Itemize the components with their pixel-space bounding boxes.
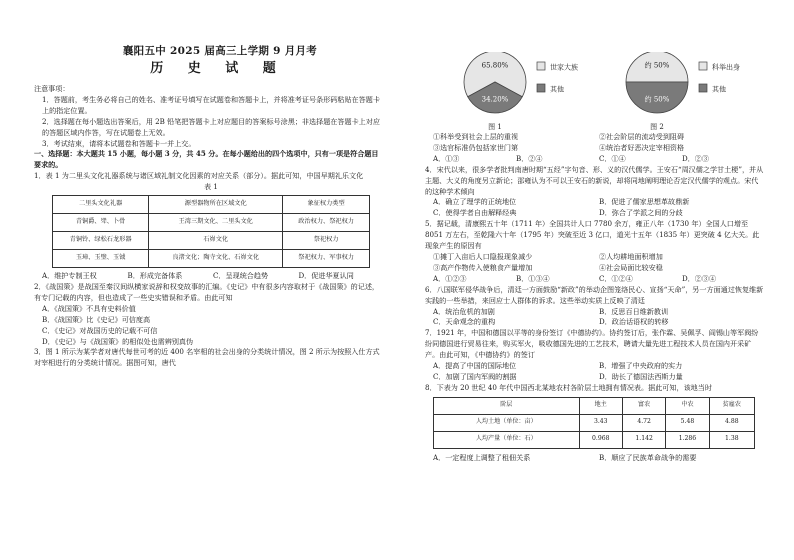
figure-label: 图 2 [650, 123, 664, 131]
pie-value-label: 约 50% [644, 61, 670, 70]
table-cell: 贫雇农 [709, 397, 754, 414]
option[interactable]: A．维护专制王权 [42, 271, 97, 281]
table-row [434, 397, 755, 414]
option[interactable]: D．弥合了学派之间的分歧 [599, 208, 683, 218]
option[interactable]: A．一定程度上调整了租佃关系 [433, 452, 531, 462]
table-row [53, 250, 370, 268]
table-cell: 富农 [622, 397, 665, 414]
statement: ②社会阶层的流动受到阻碍 [599, 132, 685, 141]
option[interactable]: C．使得学者自由解释经典 [433, 208, 517, 218]
exam-subject-title: 历 史 试 题 [150, 61, 286, 76]
legend-label: 科举出身 [712, 63, 740, 72]
right-column [425, 52, 765, 464]
pie-value-label: 65.80% [481, 61, 509, 70]
option[interactable]: C．①④ [599, 153, 626, 163]
option[interactable]: B．《战国策》比《史记》可信度高 [42, 314, 151, 324]
table-cell: 二里头文化礼器 [53, 196, 149, 214]
question-6-options [425, 307, 765, 329]
pie-value-label: 34.20% [481, 95, 509, 104]
statement: ③高产作物传入使粮食产量增加 [433, 262, 533, 272]
legend-swatch [537, 84, 545, 92]
table-8 [433, 397, 755, 449]
legend-swatch [699, 62, 707, 70]
question-1-options [34, 271, 384, 282]
left-column [34, 44, 384, 369]
table-cell: 5.48 [666, 414, 709, 431]
question-4-stem: 4．宋代以来，很多学者批判南唐时期“五经”字句音、形、义的汉代儒学。王安石“周汉儒之学甘土梗”，并从主题、大义的角度另立新论；邵雍认为不可以王安石的新说，却将同地阐明理论否定汉代儒学的观点。宋代的这种学术倾向 [425, 164, 764, 196]
notice-item: 3．考试结束，请将本试题卷和答题卡一并上交。 [42, 138, 196, 148]
notice-heading: 注意事项： [34, 84, 70, 93]
option[interactable]: C．①②④ [599, 273, 633, 283]
question-8-stem: 8．下表为 20 世纪 40 年代中国西北某地农村各阶层土地拥有情况表。据此可知，该地当时 [425, 382, 712, 392]
table-cell: 象征权力类型 [283, 196, 370, 214]
table-cell: 人均土地（单位：亩） [434, 414, 580, 431]
option[interactable]: A．提高了中国的国际地位 [433, 361, 517, 371]
option[interactable]: B．②④ [516, 153, 543, 163]
table-cell: 祭祀权力、军事权力 [283, 250, 370, 268]
option[interactable]: A．确立了理学的正统地位 [433, 197, 517, 207]
option[interactable]: C．呈现统合趋势 [213, 271, 269, 281]
option[interactable]: B．促进了儒家思想革故鼎新 [599, 197, 690, 207]
pie-charts [425, 52, 765, 132]
question-7-options [425, 361, 765, 383]
table-1-caption: 表 1 [204, 183, 218, 192]
question-4-options [425, 197, 765, 219]
statement: ③选官标准仍包括家世门第 [433, 142, 519, 152]
table-cell: 4.72 [622, 414, 665, 431]
question-7-stem: 7．1921 年，中国和德国以平等的身份签订《中德协约》。协约签订后，张作霖、吴佩孚、阎锡山等军阀纷纷同德国进行贸易往来，购买军火，吸收德国先进的工艺技术，聘请大量先进工程技术人员在国内开采矿产。由此可知，《中德协约》的签订 [425, 328, 759, 360]
option[interactable]: A．统治危机的加剧 [433, 306, 495, 316]
legend-label: 其他 [712, 85, 726, 94]
question-3-statements [425, 132, 765, 154]
table-cell: 1.142 [622, 431, 665, 448]
question-3-options [425, 154, 765, 165]
question-1-stem: 1．表 1 为二里头文化礼器系统与诸区域礼制文化因素的对应关系（部分）。据此可知，中国早期礼乐文化 [34, 171, 364, 181]
table-cell: 阶层 [434, 397, 580, 414]
option[interactable]: D．政治话语权的转移 [599, 317, 669, 327]
legend-label: 其他 [550, 85, 564, 94]
table-cell: 良渚文化；陶寺文化、石峁文化 [149, 250, 283, 268]
statement: ①摊丁入亩后人口隐报现象减少 [433, 251, 533, 261]
option[interactable]: B．增强了中央政府的实力 [599, 361, 683, 371]
table-cell: 祭祀权力 [283, 232, 370, 250]
table-cell: 0.968 [579, 431, 622, 448]
statement: ④统治者好恶决定宰相资格 [599, 142, 685, 152]
option[interactable]: C．加剧了国内军阀的割据 [433, 371, 517, 381]
table-cell: 人均产量（单位：石） [434, 431, 580, 448]
pie-value-label: 约 50% [644, 95, 670, 104]
figure-label: 图 1 [488, 123, 502, 131]
statement: ②人均耕地面积增加 [599, 251, 663, 261]
table-cell: 1.38 [709, 431, 754, 448]
question-6-stem: 6．八国联军侵华战争后，清廷一方面鼓励“新政”的举动企图笼络民心、宣扬“天命”，另一方面通过恢复维新实践的一些举措，来回应士人群体的诉求。这些举动实质上反映了清廷 [425, 284, 764, 305]
question-8-options [425, 453, 765, 464]
table-row [53, 232, 370, 250]
table-cell: 地主 [579, 397, 622, 414]
table-cell: 王湾三期文化、二里头文化 [149, 214, 283, 232]
statement: ④社会局面比较安稳 [599, 262, 663, 272]
legend-swatch [537, 62, 545, 70]
table-row [53, 196, 370, 214]
option[interactable]: B．反思百日维新教训 [599, 306, 669, 316]
option[interactable]: D．《史记》与《战国策》的相似处也需辨别真伪 [42, 336, 194, 346]
section-heading: 一、选择题：本大题共 15 小题，每小题 3 分，共 45 分。在每小题给出的四个选项中，只有一项是符合题目要求的。 [34, 149, 379, 170]
option[interactable]: A．①②③ [433, 273, 467, 283]
option[interactable]: A．①③ [433, 153, 460, 163]
table-cell: 玉璋、玉璧、玉钺 [53, 250, 149, 268]
option[interactable]: C．《史记》对战国历史的记载不可信 [42, 325, 158, 335]
table-cell: 政治权力、祭祀权力 [283, 214, 370, 232]
option[interactable]: C．天命观念的重构 [433, 317, 496, 327]
question-2-stem: 2．《战国策》是战国至秦汉间纵横家说辞和权变故事的汇编。《史记》中有很多内容取材于《战国策》的记述，有专门记载的内容，但也造成了一些史实错误和矛盾。由此可知 [34, 281, 380, 302]
notice-item: 1．答题前，考生务必将自己的姓名、准考证号填写在试题卷和答题卡上，并将准考证号条形码粘贴在答题卡上的指定位置。 [42, 94, 380, 115]
option[interactable]: B．形成完备体系 [127, 271, 183, 281]
table-cell: 中农 [666, 397, 709, 414]
table-cell: 4.88 [709, 414, 754, 431]
option[interactable]: D．②③ [682, 153, 709, 163]
table-cell: 1.286 [666, 431, 709, 448]
option[interactable]: B．①③④ [516, 273, 550, 283]
table-cell: 青铜爵、斝、卜骨 [53, 214, 149, 232]
legend-label: 世家大族 [550, 63, 578, 72]
table-cell: 源型器物所在区域文化 [149, 196, 283, 214]
question-5-statements [425, 252, 765, 274]
exam-school-title: 襄阳五中 2025 届高三上学期 9 月月考 [122, 45, 318, 57]
legend-swatch [699, 84, 707, 92]
table-row [53, 214, 370, 232]
notice-item: 2．选择题在每小题选出答案后，用 2B 铅笔把答题卡上对应题目的答案标号涂黑；非选择题在答题卡上对应的答题区域内作答，写在试题卷上无效。 [42, 116, 380, 137]
pie-chart-svg [425, 52, 765, 132]
statement: ①科举受到社会上层的重视 [433, 132, 519, 141]
table-1 [52, 195, 370, 268]
table-row [434, 431, 755, 448]
question-5-options [425, 274, 765, 285]
option[interactable]: A．《战国策》不具有史料价值 [42, 303, 136, 313]
table-cell: 石峁文化 [149, 232, 283, 250]
option[interactable]: D．助长了德国法西斯力量 [599, 371, 683, 381]
table-cell: 青铜铃、绿松石龙形器 [53, 232, 149, 250]
table-cell: 3.43 [579, 414, 622, 431]
option[interactable]: B．顺应了民族革命战争的需要 [599, 452, 697, 462]
question-5-stem: 5．据记载，清康熙五十年（1711 年）全国共计人口 7780 余万，雍正八年（1730 年）全国人口增至 8051 万左右，至乾隆六十年（1795 年）突破至近 3 亿口，道光十五年（1835 年）更突破 4 亿大关。此现象产生的原因有 [425, 219, 760, 251]
option[interactable]: D．促进华夏认同 [298, 271, 354, 281]
option[interactable]: D．②③④ [682, 273, 717, 283]
question-3-stem: 3．图 1 所示为某学者对唐代每世可考的近 400 名宰相的社会出身的分类统计情况，图 2 所示为按照入仕方式对宰相进行的分类统计情况。据图可知，唐代 [34, 347, 380, 368]
table-row [434, 414, 755, 431]
